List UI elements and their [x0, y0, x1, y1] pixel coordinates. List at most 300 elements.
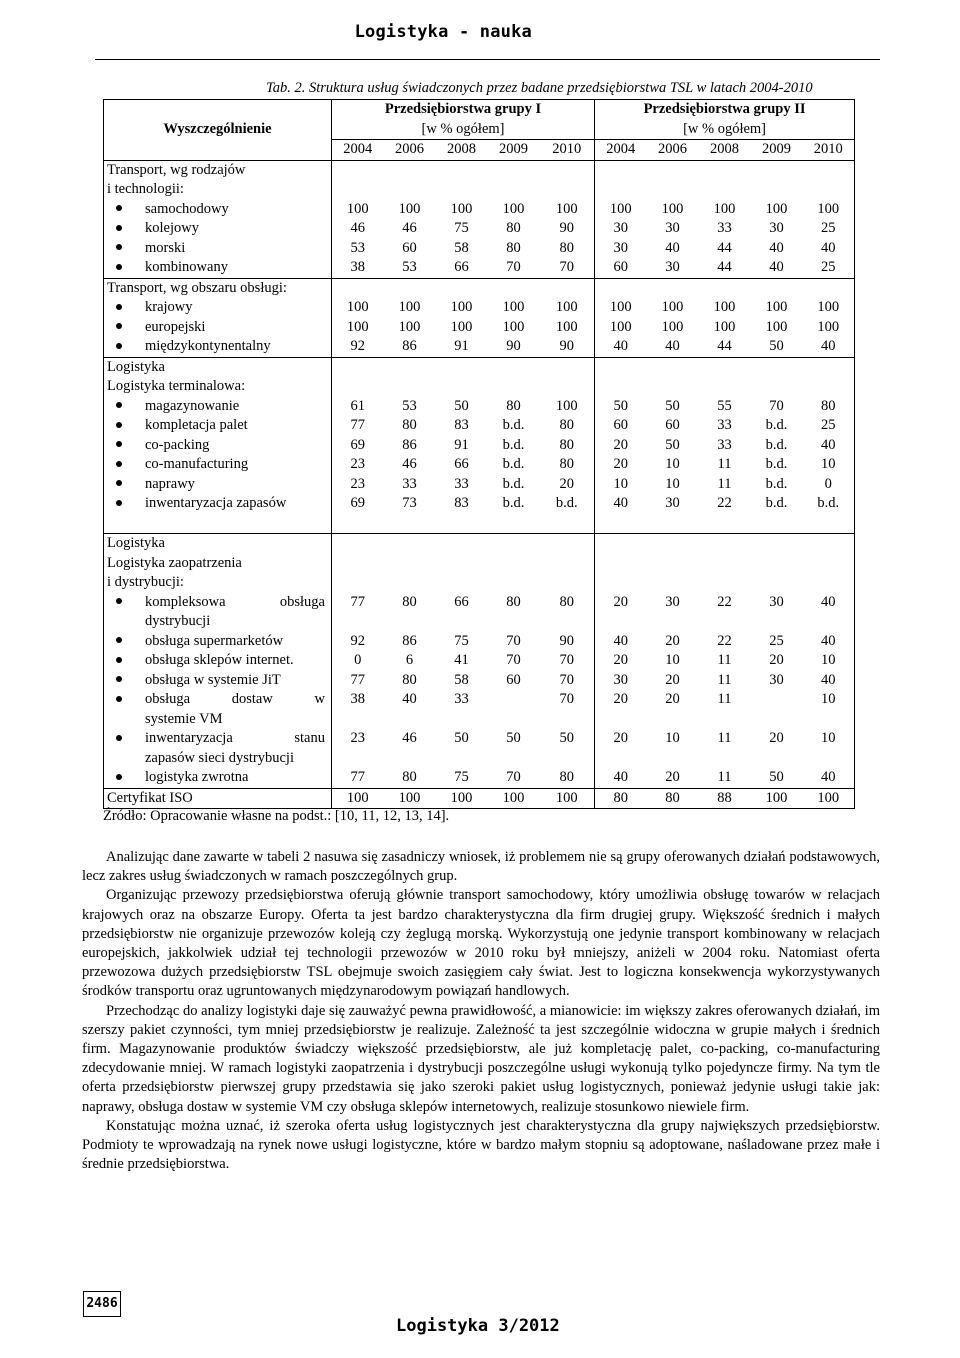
paragraph: Analizując dane zawarte w tabeli 2 nasuwa się zasadniczy wniosek, iż problemem nie są grupy oferowanych działań podstawowych, lecz zakres usług świadczonych w ramach poszczególnych grup. — [82, 849, 880, 885]
table-cell: 41 — [454, 652, 469, 668]
row-label — [104, 690, 332, 729]
table-cell: 40 — [803, 239, 855, 259]
row-label-text: inwentaryzacja — [145, 730, 233, 746]
empty-cell — [384, 514, 436, 534]
table-cell: 22 — [717, 495, 732, 511]
table-cell: 50 — [454, 730, 469, 746]
year-header: 2006 — [384, 140, 436, 161]
table-cell: 53 — [332, 239, 384, 259]
table-row — [104, 337, 855, 357]
table-cell: 70 — [769, 397, 784, 414]
row-label-text: inwentaryzacja zapasów — [145, 495, 287, 511]
table-cell: 53 — [402, 259, 417, 275]
table-row — [104, 200, 855, 220]
row-label-text: stanu — [294, 730, 325, 746]
row-label-text: obsługa w systemie JiT — [145, 671, 281, 688]
table-cell: 77 — [332, 593, 384, 632]
empty-cell — [699, 278, 751, 298]
row-label-text: samochodowy — [145, 200, 229, 217]
empty-cell — [540, 573, 595, 593]
table-cell: 80 — [540, 593, 595, 632]
empty-cell — [436, 357, 488, 377]
table-caption: Tab. 2. Struktura usług świadczonych przez badane przedsiębiorstwa TSL w latach 2004-2010 — [266, 80, 813, 96]
bullet-icon — [116, 735, 122, 741]
table-cell: 23 — [332, 729, 384, 768]
table-cell: 70 — [540, 258, 595, 278]
table-cell: 40 — [803, 593, 855, 632]
empty-cell — [751, 377, 803, 397]
table-cell: 50 — [769, 769, 784, 785]
table-cell: 10 — [803, 690, 855, 729]
group2-title: Przedsiębiorstwa grupy II — [595, 100, 855, 120]
table-cell: 30 — [613, 220, 629, 236]
page-number: 2486 — [83, 1291, 121, 1317]
table-cell: 20 — [613, 730, 629, 746]
empty-cell — [699, 554, 751, 574]
empty-cell — [488, 278, 540, 298]
table-cell: 100 — [609, 200, 632, 217]
table-cell: 11 — [717, 769, 732, 785]
table-cell: 58 — [454, 671, 469, 688]
table-cell: 91 — [454, 436, 469, 453]
table-cell: 69 — [332, 494, 384, 514]
table-cell: 90 — [540, 219, 595, 239]
table-cell: 0 — [803, 475, 855, 495]
table-cell: 100 — [502, 318, 525, 335]
section-row — [104, 357, 855, 377]
year-header: 2008 — [436, 140, 488, 161]
table-cell: b.d. — [540, 494, 595, 514]
empty-cell — [751, 180, 803, 200]
table-cell: 11 — [717, 456, 732, 472]
row-label-text: magazynowanie — [145, 397, 240, 414]
row-label — [104, 671, 332, 691]
table-cell: 86 — [402, 632, 417, 649]
table-cell: 50 — [454, 397, 469, 414]
table-cell: 100 — [803, 200, 855, 220]
table-cell: 80 — [402, 593, 417, 610]
empty-cell — [751, 573, 803, 593]
empty-cell — [540, 377, 595, 397]
table-cell: 100 — [661, 299, 684, 315]
empty-cell — [647, 573, 699, 593]
row-label-text: kombinowany — [145, 259, 228, 275]
table-cell: 100 — [713, 200, 736, 217]
row-label — [104, 258, 332, 278]
empty-cell — [436, 160, 488, 180]
table-cell: 80 — [803, 397, 855, 417]
table-cell: 100 — [661, 318, 684, 335]
table-cell: 0 — [332, 651, 384, 671]
table-cell: 44 — [717, 239, 732, 256]
table-cell: 50 — [665, 397, 680, 414]
table-row — [104, 397, 855, 417]
table-cell: 60 — [613, 417, 629, 433]
table-cell: 40 — [803, 436, 855, 456]
paragraph: Przechodząc do analizy logistyki daje się zauważyć pewna prawidłowość, a mianowicie: im większy zakres oferowanych działań, im szerszy pakiet czynności, tym mniej przedsiębiorstw je realizuje. Zależność ta jest szczególnie widoczna w grupie małych i średnich firm. Magazynowanie produktów świadczy większość przedsiębiorstw, ale już kompletację palet, co-packing, co-manufacturing zdecydowanie mniej. W ramach logistyki zaopatrzenia i dystrybucji poszczególne usługi wykonują tylko pojedyncze firmy. Na tym tle oferta przedsiębiorstw pierwszej grupy przedstawia się jako szeroki pakiet usług logistycznych, ponieważ jedynie usługi takie jak: naprawy, obsługa dostaw w systemie VM czy obsługa sklepów internetowych, realizuje stosunkowo niewiele firm. — [82, 1002, 880, 1115]
bullet-icon — [116, 244, 122, 250]
table-cell: 50 — [665, 436, 680, 453]
row-label-text: obsługa supermarketów — [145, 632, 284, 649]
paragraph: Organizując przewozy przedsiębiorstwa oferują głównie transport samochodowy, który umożliwia obsługę towarów w relacjach krajowych oraz na obszarze Europy. Oferta ta jest bardzo charakterystyczna dla firm drugiej grupy. Większość średnich i małych przedsiębiorstw nie organizuje przewozów koleją czy żeglugą morską. Wykorzystują one jedynie transport kombinowany w relacjach europejskich, jakkolwiek udział tej technologii przewozów w 2010 roku był mniejszy, aniżeli w 2004 roku. Natomiast oferta przewozowa dużych przedsiębiorstw TSL obejmuje swoich zasięgiem cały świat. Jest to logiczna konsekwencja wykorzystywanych środków transportu oraz ugruntowanych międzynarodowym powiązań handlowych. — [82, 887, 880, 1000]
table-row — [104, 436, 855, 456]
row-label — [104, 416, 332, 436]
empty-cell — [104, 514, 332, 534]
row-label-text: morski — [145, 239, 186, 256]
table-cell: 55 — [717, 397, 732, 414]
services-table — [103, 99, 855, 809]
table-cell: 100 — [398, 200, 421, 217]
row-label-continuation: systemie VM — [145, 710, 223, 727]
empty-cell — [488, 160, 540, 180]
empty-cell — [332, 160, 384, 180]
table-cell: 20 — [540, 475, 595, 495]
section-label: Transport, wg obszaru obsługi: — [104, 278, 332, 298]
table-cell: 91 — [454, 338, 469, 354]
bullet-icon — [116, 676, 122, 682]
table-cell: 40 — [613, 769, 629, 785]
table-cell: 70 — [506, 652, 521, 668]
table-row — [104, 416, 855, 436]
table-cell: 100 — [713, 318, 736, 335]
table-cell: 25 — [803, 219, 855, 239]
table-cell: 66 — [454, 593, 469, 610]
table-cell: 80 — [506, 593, 521, 610]
row-label: Certyfikat ISO — [104, 788, 332, 809]
empty-cell — [803, 180, 855, 200]
empty-cell — [436, 554, 488, 574]
row-label-text: europejski — [145, 318, 206, 335]
empty-cell — [540, 534, 595, 554]
empty-cell — [595, 377, 647, 397]
empty-cell — [488, 357, 540, 377]
table-cell: 66 — [454, 456, 469, 472]
table-cell: 50 — [769, 338, 784, 354]
table-cell: 80 — [506, 397, 521, 414]
section-label: i dystrybucji: — [104, 573, 332, 593]
empty-cell — [332, 278, 384, 298]
table-cell: 100 — [609, 318, 632, 335]
empty-cell — [647, 278, 699, 298]
table-cell: 100 — [502, 299, 525, 315]
table-cell: 40 — [769, 239, 784, 256]
table-cell: 11 — [717, 671, 732, 688]
table-cell: 20 — [665, 632, 680, 649]
table-cell: 20 — [613, 456, 629, 472]
empty-cell — [332, 554, 384, 574]
table-cell: 80 — [506, 239, 521, 256]
section-row — [104, 534, 855, 554]
table-cell: 20 — [665, 769, 680, 785]
table-cell: 46 — [402, 220, 417, 236]
empty-cell — [540, 160, 595, 180]
table-cell: 10 — [665, 652, 680, 668]
table-cell: 75 — [454, 769, 469, 785]
empty-cell — [595, 160, 647, 180]
table-cell: b.d. — [502, 456, 525, 472]
row-label — [104, 494, 332, 514]
table-cell: b.d. — [765, 495, 788, 511]
table-cell: 80 — [647, 788, 699, 809]
empty-cell — [540, 514, 595, 534]
table-cell: 40 — [769, 259, 784, 275]
table-cell: b.d. — [502, 495, 525, 511]
bullet-icon — [116, 304, 122, 310]
empty-cell — [384, 357, 436, 377]
empty-cell — [488, 554, 540, 574]
empty-cell — [647, 357, 699, 377]
table-cell: 80 — [540, 239, 595, 259]
table-cell: 100 — [713, 299, 736, 315]
table-cell: 86 — [402, 436, 417, 453]
empty-cell — [332, 357, 384, 377]
table-cell: 20 — [769, 652, 784, 668]
table-row — [104, 671, 855, 691]
year-header: 2010 — [803, 140, 855, 161]
group1-unit: [w % ogółem] — [332, 120, 595, 140]
empty-cell — [488, 573, 540, 593]
table-cell: 10 — [803, 651, 855, 671]
table-row — [104, 593, 855, 632]
empty-cell — [384, 573, 436, 593]
row-label — [104, 239, 332, 259]
table-cell: 80 — [402, 417, 417, 433]
empty-cell — [595, 554, 647, 574]
source-note: Źródło: Opracowanie własne na podst.: [10, 11, 12, 13, 14]. — [103, 808, 450, 824]
table-cell: 100 — [765, 318, 788, 335]
empty-cell — [803, 377, 855, 397]
empty-cell — [699, 377, 751, 397]
empty-cell — [436, 377, 488, 397]
empty-cell — [488, 377, 540, 397]
table-cell: 25 — [803, 416, 855, 436]
table-cell: 80 — [402, 769, 417, 785]
empty-cell — [540, 357, 595, 377]
row-label — [104, 318, 332, 338]
table-row — [104, 768, 855, 788]
table-cell: 50 — [540, 729, 595, 768]
table-cell: 25 — [803, 258, 855, 278]
table-cell: 100 — [384, 788, 436, 809]
table-cell: 100 — [540, 298, 595, 318]
table-cell: 23 — [332, 475, 384, 495]
table-cell — [751, 690, 803, 729]
table-cell: 100 — [332, 298, 384, 318]
table-cell: 70 — [540, 671, 595, 691]
table-cell: 40 — [803, 337, 855, 357]
table-cell: 100 — [540, 200, 595, 220]
table-cell: 33 — [454, 475, 469, 492]
empty-cell — [699, 160, 751, 180]
table-cell: 60 — [665, 417, 680, 433]
empty-cell — [751, 278, 803, 298]
table-row — [104, 651, 855, 671]
bullet-icon — [116, 402, 122, 408]
table-cell: 40 — [803, 768, 855, 788]
table-cell: 30 — [613, 239, 629, 256]
table-cell: 61 — [332, 397, 384, 417]
empty-cell — [751, 160, 803, 180]
empty-cell — [384, 278, 436, 298]
table-cell: 38 — [332, 258, 384, 278]
table-cell: 77 — [332, 416, 384, 436]
table-cell: 70 — [506, 769, 521, 785]
year-header: 2008 — [699, 140, 751, 161]
table-cell: 10 — [665, 475, 680, 492]
table-cell: 66 — [454, 259, 469, 275]
table-cell: 83 — [454, 417, 469, 433]
row-label-continuation: zapasów sieci dystrybucji — [145, 749, 294, 766]
table-cell: 40 — [613, 495, 629, 511]
table-cell: 75 — [454, 632, 469, 649]
table-cell: 90 — [506, 338, 521, 354]
row-label-text: naprawy — [145, 475, 195, 492]
empty-cell — [332, 534, 384, 554]
section-row — [104, 554, 855, 574]
empty-cell — [436, 573, 488, 593]
empty-cell — [595, 573, 647, 593]
header-divider — [95, 59, 880, 60]
empty-cell — [332, 377, 384, 397]
table-cell: 10 — [613, 475, 629, 492]
bullet-icon — [116, 657, 122, 663]
table-cell: 60 — [506, 671, 521, 688]
table-row — [104, 494, 855, 514]
empty-cell — [803, 160, 855, 180]
row-label — [104, 632, 332, 652]
empty-cell — [595, 534, 647, 554]
empty-cell — [751, 514, 803, 534]
table-cell: b.d. — [502, 475, 525, 492]
row-label-continuation: dystrybucji — [145, 613, 211, 629]
table-cell: 92 — [332, 337, 384, 357]
row-label — [104, 298, 332, 318]
empty-cell — [647, 554, 699, 574]
table-cell: b.d. — [765, 456, 788, 472]
row-label-text: obsługa — [279, 593, 325, 610]
empty-cell — [595, 180, 647, 200]
row-label-text: kolejowy — [145, 220, 199, 236]
table-cell: 92 — [332, 632, 384, 652]
table-cell: b.d. — [502, 436, 525, 453]
empty-cell — [540, 278, 595, 298]
table-row — [104, 455, 855, 475]
empty-cell — [595, 278, 647, 298]
empty-cell — [436, 278, 488, 298]
empty-cell — [488, 180, 540, 200]
table-cell: 11 — [717, 730, 732, 746]
table-cell: 100 — [450, 299, 473, 315]
table-cell: 10 — [803, 729, 855, 768]
table-cell: 75 — [454, 220, 469, 236]
table-row — [104, 632, 855, 652]
table-cell: 40 — [613, 632, 629, 649]
table-cell: 100 — [765, 200, 788, 217]
row-label-text: międzykontynentalny — [145, 338, 271, 354]
table-cell: 77 — [332, 671, 384, 691]
table-cell: 20 — [769, 730, 784, 746]
table-cell: 50 — [506, 730, 521, 746]
row-label — [104, 593, 332, 632]
row-label-text: co-packing — [145, 436, 210, 453]
bullet-icon — [116, 225, 122, 231]
empty-cell — [699, 534, 751, 554]
table-cell: 80 — [540, 436, 595, 456]
table-cell: 80 — [402, 671, 417, 688]
row-label-text: krajowy — [145, 299, 193, 315]
row-header: Wyszczególnienie — [104, 100, 332, 161]
table-cell: 40 — [803, 632, 855, 652]
table-cell: 100 — [398, 299, 421, 315]
table-cell: 100 — [398, 318, 421, 335]
empty-cell — [595, 514, 647, 534]
empty-cell — [699, 573, 751, 593]
paragraph: Konstatując można uznać, iż szeroka oferta usług logistycznych jest charakterystyczna dla grupy największych przedsiębiorstw. Podmioty te wprowadzają na rynek nowe usługi logistyczne, które w bardzo małym stopniu są adoptowane, naśladowane przez małe i średnie przedsiębiorstwa. — [82, 1117, 880, 1173]
table-cell: 23 — [332, 455, 384, 475]
table-cell: 10 — [803, 455, 855, 475]
bullet-icon — [116, 461, 122, 467]
row-label-text: kompleksowa — [145, 593, 226, 610]
row-label — [104, 455, 332, 475]
table-cell: 60 — [613, 259, 629, 275]
table-cell: 73 — [402, 495, 417, 511]
row-label-text: dostaw — [231, 691, 273, 707]
table-cell: 38 — [332, 690, 384, 729]
row-label — [104, 219, 332, 239]
table-cell: 33 — [717, 220, 732, 236]
table-cell: 30 — [769, 671, 784, 688]
table-cell: 46 — [402, 730, 417, 746]
table-cell: 70 — [506, 632, 521, 649]
section-label: Logistyka — [104, 357, 332, 377]
empty-cell — [488, 514, 540, 534]
empty-cell — [803, 554, 855, 574]
row-label — [104, 768, 332, 788]
table-cell: 20 — [665, 691, 680, 707]
table-cell: 6 — [405, 652, 414, 668]
year-header: 2004 — [595, 140, 647, 161]
table-cell: 80 — [506, 220, 521, 236]
empty-cell — [647, 514, 699, 534]
section-label: i technologii: — [104, 180, 332, 200]
table-cell: b.d. — [765, 436, 788, 453]
table-cell: 100 — [450, 200, 473, 217]
empty-cell — [803, 573, 855, 593]
table-cell: 30 — [665, 259, 680, 275]
table-cell: 30 — [613, 671, 629, 688]
table-cell: 33 — [402, 475, 417, 492]
running-header-title: Logistyka - nauka — [354, 22, 532, 42]
table-cell: 25 — [769, 632, 784, 649]
table-cell: 69 — [332, 436, 384, 456]
empty-cell — [647, 377, 699, 397]
empty-cell — [384, 160, 436, 180]
table-cell: 100 — [450, 318, 473, 335]
table-cell: 46 — [332, 219, 384, 239]
table-cell: 60 — [402, 239, 417, 256]
section-label: Logistyka terminalowa: — [104, 377, 332, 397]
empty-cell — [436, 514, 488, 534]
section-label: Transport, wg rodzajów — [104, 160, 332, 180]
table-cell: 86 — [402, 338, 417, 354]
year-header: 2009 — [751, 140, 803, 161]
bullet-icon — [116, 441, 122, 447]
section-row — [104, 180, 855, 200]
table-cell: 100 — [502, 200, 525, 217]
table-cell: 88 — [699, 788, 751, 809]
empty-cell — [751, 554, 803, 574]
row-label-text: w — [314, 691, 325, 707]
